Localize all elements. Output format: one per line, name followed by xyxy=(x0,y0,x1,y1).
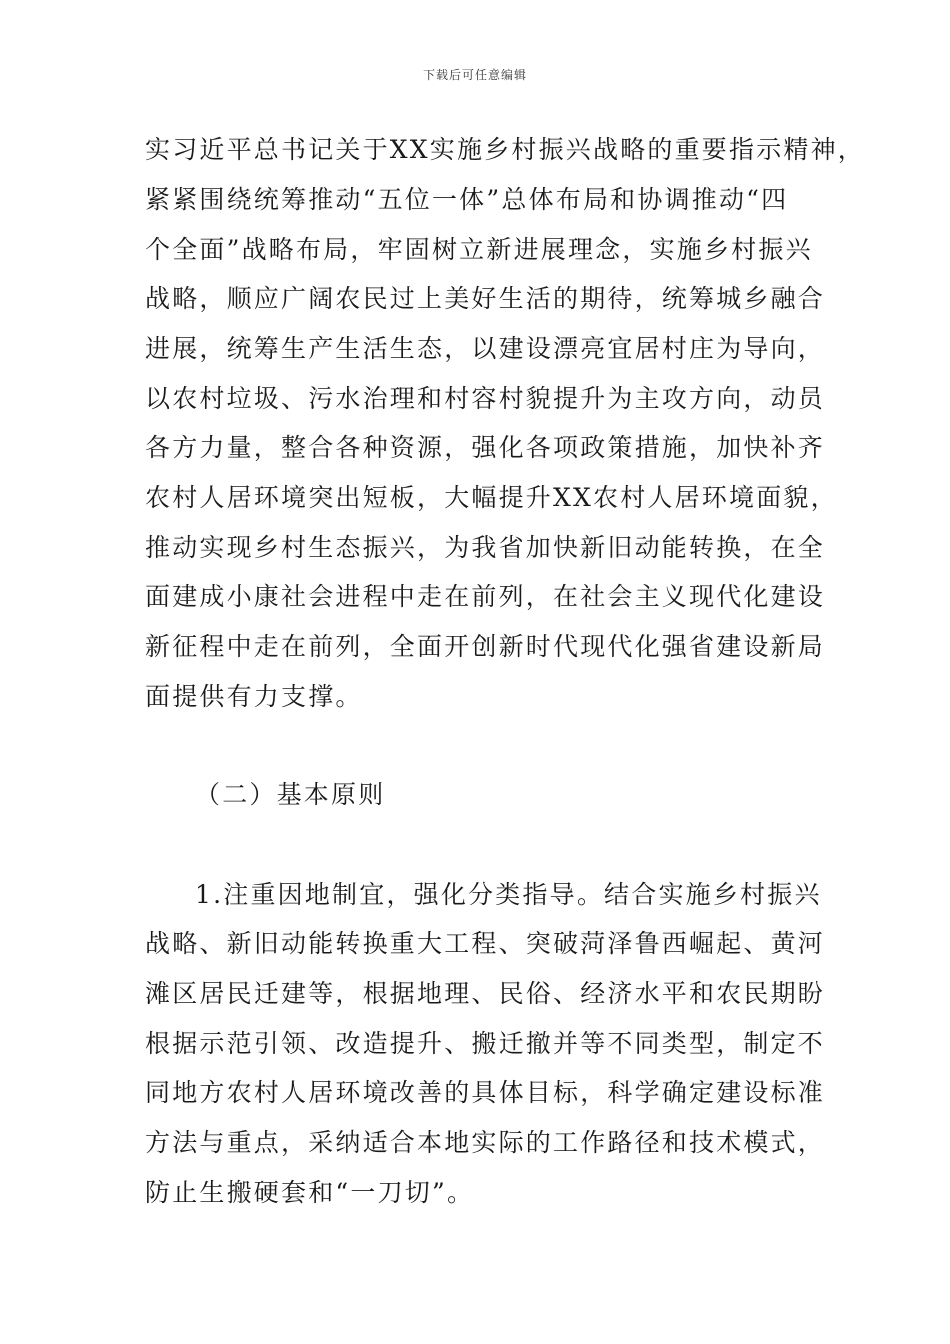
paragraph-line: 进展，统筹生产生活生态，以建设漂亮宜居村庄为导向， xyxy=(145,334,826,363)
paragraph-line: 各方力量，整合各种资源，强化各项政策措施，加快补齐 xyxy=(145,433,826,462)
paragraph-line: 1.注重因地制宜，强化分类指导。结合实施乡村振兴 xyxy=(195,880,822,909)
paragraph-line: 推动实现乡村生态振兴，为我省加快新旧动能转换，在全 xyxy=(145,533,826,562)
paragraph-line: 农村人居环境突出短板，大幅提升XX农村人居环境面貌， xyxy=(145,483,838,512)
paragraph-line: 防止生搬硬套和“一刀切”。 xyxy=(145,1178,475,1207)
section-heading: （二）基本原则 xyxy=(195,780,386,809)
paragraph-line: 紧紧围绕统筹推动“五位一体”总体布局和协调推动“四 xyxy=(145,185,789,214)
paragraph-line: 滩区居民迁建等，根据地理、民俗、经济水平和农民期盼 xyxy=(145,979,826,1008)
paragraph-line: 实习近平总书记关于XX实施乡村振兴战略的重要指示精神， xyxy=(145,135,865,164)
paragraph-line: 战略、新旧动能转换重大工程、突破菏泽鲁西崛起、黄河 xyxy=(145,929,826,958)
paragraph-line: 个全面”战略布局，牢固树立新进展理念，实施乡村振兴 xyxy=(145,235,813,264)
paragraph-line: 面建成小康社会进程中走在前列，在社会主义现代化建设 xyxy=(145,582,826,611)
paragraph-line: 同地方农村人居环境改善的具体目标，科学确定建设标准 xyxy=(145,1078,826,1107)
paragraph-line: 战略，顺应广阔农民过上美好生活的期待，统筹城乡融合 xyxy=(145,284,826,313)
paragraph-line: 面提供有力支撑。 xyxy=(145,682,363,711)
paragraph-line: 根据示范引领、改造提升、搬迁撤并等不同类型，制定不 xyxy=(145,1029,826,1058)
paragraph-line: 新征程中走在前列，全面开创新时代现代化强省建设新局 xyxy=(145,632,826,661)
paragraph-line: 方法与重点，采纳适合本地实际的工作路径和技术模式， xyxy=(145,1128,826,1157)
page-header: 下载后可任意编辑 xyxy=(422,68,527,82)
paragraph-line: 以农村垃圾、污水治理和村容村貌提升为主攻方向，动员 xyxy=(145,384,826,413)
